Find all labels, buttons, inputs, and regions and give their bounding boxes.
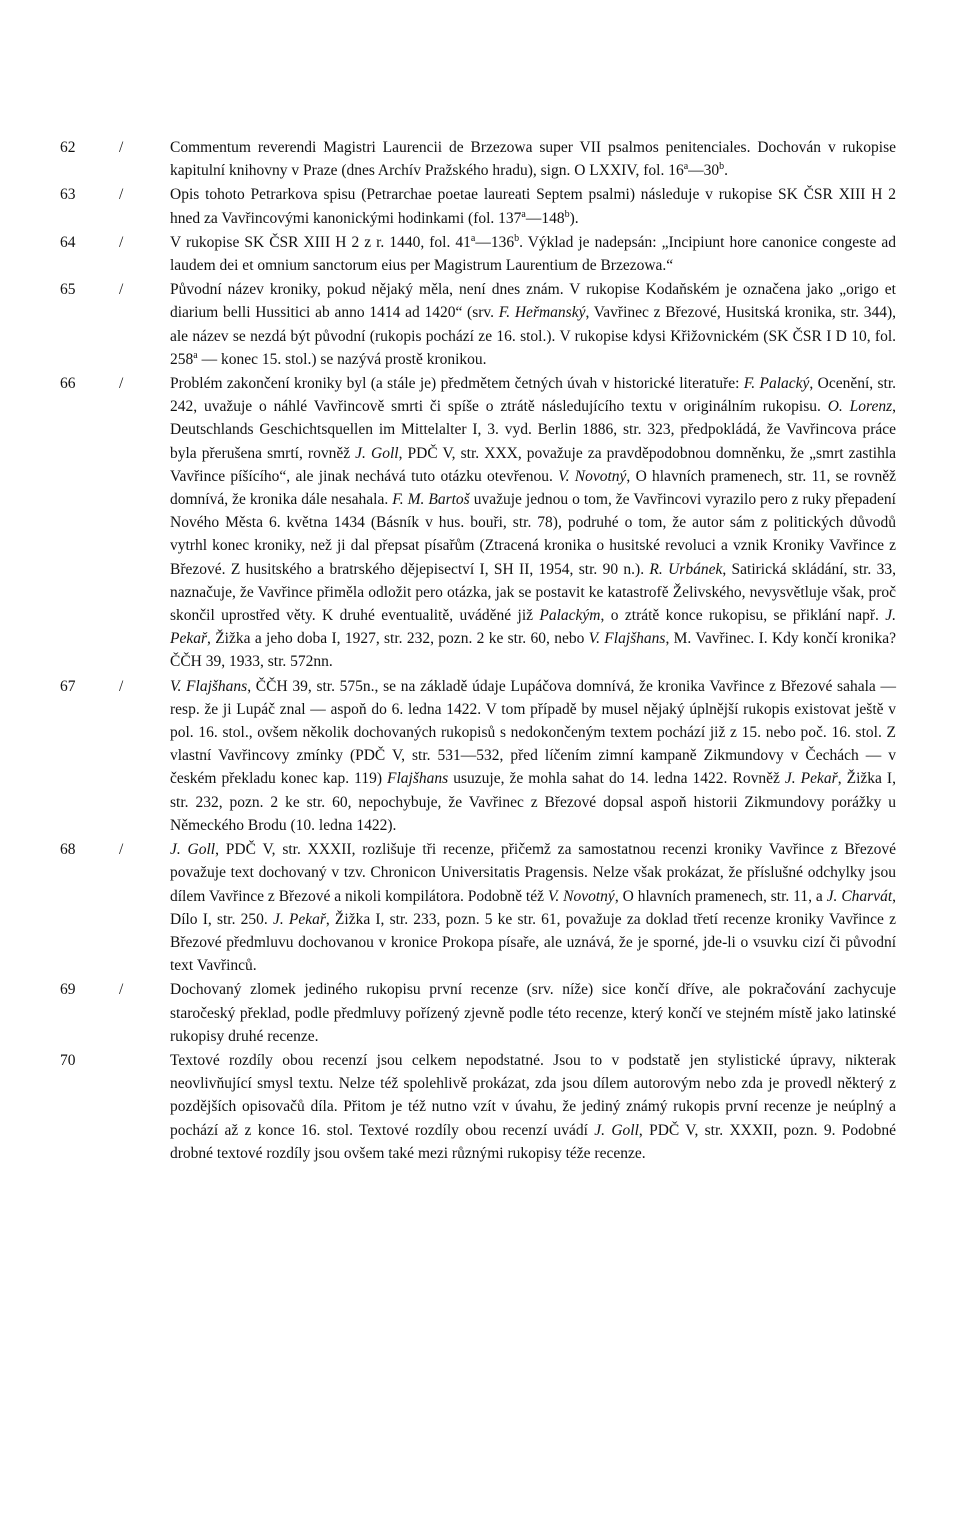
text-run: , Satirická skládání, str. 33, naznačuje, že Vavřince přiměla odložit pero otázka, jak se postavit ke katastrofě Želivského, nevysvětluje však, proč skončil uprostřed věty. K druhé eventualitě, uváděné již: [170, 560, 897, 625]
text-run: , Dílo I, str. 250.: [170, 887, 896, 928]
note-mark: /: [119, 139, 124, 156]
italic-name: J. Pekař: [272, 910, 326, 928]
note-mark: /: [119, 375, 124, 393]
note-text: [170, 136, 896, 182]
italic-name: J. Goll: [170, 841, 216, 859]
note-mark: /: [119, 281, 124, 299]
text-run: .: [724, 162, 729, 180]
italic-name: V. Flajšhans: [588, 630, 666, 648]
text-run: Commentum reverendi Magistri Laurencii de Brzezowa super VII psalmos penitenciales. Dochován v rukopise kapitulní knihovny v Praze (dnes Archív Pražského hradu), sign. O LXXIV, fol. 16: [170, 139, 896, 180]
text-run: , o ztrátě konce rukopisu, se přiklání např.: [600, 607, 886, 625]
folio-superscript: b: [719, 161, 725, 173]
italic-name: V. Novotný: [558, 467, 627, 485]
note-number: 64: [60, 233, 76, 251]
folio-superscript: a: [470, 232, 476, 244]
note-text: [170, 1049, 896, 1165]
note-mark: /: [119, 841, 124, 859]
text-run: Původní název kroniky, pokud nějaký měla, není dnes znám. V rukopise Kodaňském je označena jako „origo et diarium belli Hussitici ab anno 1414 ad 1420“ (srv.: [170, 281, 896, 322]
note-number: 62: [60, 139, 76, 156]
text-run: , PDČ V, str. XXX, považuje za pravděpodobnou domněnku, že „smrt zastihla Vavřince píšícího“, ale jinak nechává tuto otázku otevřenou.: [170, 444, 897, 485]
text-run: , Žižka a jeho doba I, 1927, str. 232, pozn. 2 ke str. 60, nebo: [207, 630, 589, 648]
text-run: —136: [475, 233, 515, 251]
endnote-63: [0, 183, 960, 229]
italic-name: J. Goll: [355, 444, 399, 462]
note-text: [170, 838, 896, 977]
text-run: , Žižka I, str. 233, pozn. 5 ke str. 61, považuje za doklad třetí recenze kroniky Vavřince z Březové předmluvu dochovanou v kronice Prokopa písaře, ale uznává, že je sporné, jde-li o vsuvku cizí či původní text Vavřinců.: [170, 910, 896, 975]
note-text: [170, 231, 896, 277]
endnote-68: [0, 838, 960, 977]
note-mark: /: [119, 233, 124, 251]
text-run: , Žižka I, str. 232, pozn. 2 ke str. 60, nepochybuje, že Vavřinec z Březové dopsal aspoň historii Zikmundovy porážky u Německého Brodu (10. ledna 1422).: [170, 770, 896, 834]
note-number: 65: [60, 281, 76, 299]
note-number: 63: [60, 186, 76, 204]
note-mark: /: [119, 677, 124, 695]
endnote-64: [0, 231, 960, 277]
text-run: , ČČH 39, str. 575n., se na základě údaje Lupáčova domnívá, že kronika Vavřince z Březové sahala — resp. že ji Lupáč znal — aspoň do 6. ledna 1422. V tom případě by musel nějaký úplnější rukopis existovat ještě v pol. 16. stol., ovšem několik dochovaných rukopisů s nedokončeným textem pochází již z 15. nebo poč. 16. stol. Z vlastní Vavřincovy zmínky (PDČ V, str. 531—532, před líčením zimní kampaně Zikmundovy v Čechách — v českém překladu konec kap. 119): [170, 677, 896, 788]
italic-name: V. Flajšhans: [170, 677, 248, 695]
italic-name: J. Goll: [594, 1121, 639, 1139]
note-number: 70: [60, 1051, 76, 1069]
endnote-69: [0, 978, 960, 1048]
note-text: [170, 278, 896, 371]
text-run: uvažuje jednou o tom, že Vavřincovi vyrazilo pero z ruky přepadení Nového Města 6. května 1434 (Básník v hus. bouři, str. 78), podruhé o tom, že autor sám z politických důvodů vytrhl konec kroniky, než ji dal přepsat písařům (Ztracená kronika o husitské revoluci a vznik Kroniky Vavřince z Březové. Z husitského a bratrského dějepisectví I, SH II, 1954, str. 90 n.).: [170, 491, 896, 578]
text-run: usuzuje, že mohla sahat do 14. ledna 1422. Rovněž: [448, 770, 785, 788]
text-run: , Vavřinec z Březové, Husitská kronika, str. 344), ale název se nezdá být původní (rukopis pochází ze 16. stol.). V rukopise kdysi Křižovnickém (SK ČSR I D 10, fol. 258: [170, 304, 896, 368]
italic-name: Flajšhans: [387, 770, 449, 788]
note-number: 66: [60, 375, 76, 393]
endnote-70: [0, 1049, 960, 1165]
italic-name: F. Heřmanský: [498, 304, 586, 322]
note-text: [170, 978, 896, 1048]
note-number: 68: [60, 841, 76, 859]
text-run: , M. Vavřinec. I. Kdy končí kronika? ČČH 39, 1933, str. 572nn.: [170, 630, 896, 671]
text-run: V rukopise SK ČSR XIII H 2 z r. 1440, fol. 41: [170, 233, 471, 251]
text-run: , Deutschlands Geschichtsquellen im Mittelalter I, 3. vyd. Berlin 1886, str. 323, předpokládá, že Vavřincova práce byla přerušena smrtí, rovněž: [170, 398, 896, 462]
text-run: Opis tohoto Petrarkova spisu (Petrarchae poetae laureati Septem psalmi) následuje v rukopise SK ČSR XIII H 2 hned za Vavřincovými kanonickými hodinkami (fol. 137: [170, 186, 896, 227]
italic-name: F. M. Bartoš: [392, 491, 470, 509]
note-number: 67: [60, 677, 76, 695]
text-run: —148: [525, 209, 565, 227]
endnote-66: [0, 372, 960, 674]
italic-name: Palackým: [539, 607, 601, 625]
endnote-62: [0, 136, 960, 182]
text-run: ).: [569, 209, 579, 227]
italic-name: O. Lorenz: [827, 398, 893, 416]
folio-superscript: a: [521, 208, 526, 220]
note-mark: /: [119, 186, 124, 204]
text-run: Textové rozdíly obou recenzí jsou celkem nepodstatné. Jsou to v podstatě jen stylistické úpravy, nikterak neovlivňující smysl textu. Nelze též spolehlivě prokázat, zda jsou dílem autorovým nebo zda je provedl některý z pozdějších opisovačů díla. Přitom je též nutno vzít v úvahu, že jediný známý rukopis první recenze je neúplný a pochází až z konce 16. stol. Textové rozdíly obou recenzí uvádí: [170, 1051, 896, 1139]
text-run: , PDČ V, str. XXXII, rozlišuje tři recenze, přičemž za samostatnou recenzi kroniky Vavřince z Březové považuje text dochovaný v tzv. Chronicon Universitatis Pragensis. Nelze však prokázat, že příslušné odchylky jsou dílem Vavřince z Březové a nikoli kompilátora. Podobně též: [170, 841, 897, 905]
endnote-67: [0, 675, 960, 837]
text-run: , O hlavních pramenech, str. 11, a: [614, 887, 827, 905]
text-run: , Ocenění, str. 242, uvažuje o náhlé Vavřincově smrti či spíše o ztrátě následujícího textu v originálním rukopisu.: [170, 375, 897, 416]
text-run: —30: [688, 162, 720, 180]
note-text: [170, 183, 896, 229]
italic-name: F. Palacký: [743, 375, 810, 393]
folio-superscript: a: [193, 349, 198, 361]
note-text: [170, 675, 896, 837]
endnotes-list: [0, 136, 960, 1166]
text-run: Dochovaný zlomek jediného rukopisu první recenze (srv. níže) sice končí dříve, ale pokračování zachycuje staročeský překlad, podle předmluvy pořízený zjevně podle této recenze, který končí ve stejném místě jako latinské rukopisy druhé recenze.: [170, 981, 896, 1045]
italic-name: R. Urbánek: [649, 560, 723, 578]
text-run: , PDČ V, str. XXXII, pozn. 9. Podobné drobné textové rozdíly jsou ovšem také mezi různými rukopisy téže recenze.: [170, 1121, 896, 1162]
text-run: . Výklad je nadepsán: „Incipiunt hore canonice congeste ad laudem dei et omnium sanctorum eius per Magistrum Laurentium de Brzezowa.“: [170, 233, 897, 275]
folio-superscript: a: [683, 161, 689, 173]
endnote-65: [0, 278, 960, 371]
italic-name: J. Charvát: [826, 887, 893, 905]
folio-superscript: b: [514, 232, 520, 244]
text-run: Problém zakončení kroniky byl (a stále je) předmětem četných úvah v historické literatuře:: [170, 375, 744, 393]
folio-superscript: b: [564, 208, 570, 220]
note-text: [170, 372, 896, 674]
text-run: , O hlavních pramenech, str. 11, se rovněž domnívá, že kronika dále nesahala.: [170, 467, 896, 509]
text-run: — konec 15. stol.) se nazývá prostě kronikou.: [197, 350, 487, 368]
italic-name: V. Novotný: [547, 887, 615, 905]
italic-name: J. Pekař: [784, 770, 838, 788]
italic-name: J. Pekař: [170, 607, 896, 648]
note-number: 69: [60, 981, 76, 999]
note-mark: /: [119, 981, 124, 999]
